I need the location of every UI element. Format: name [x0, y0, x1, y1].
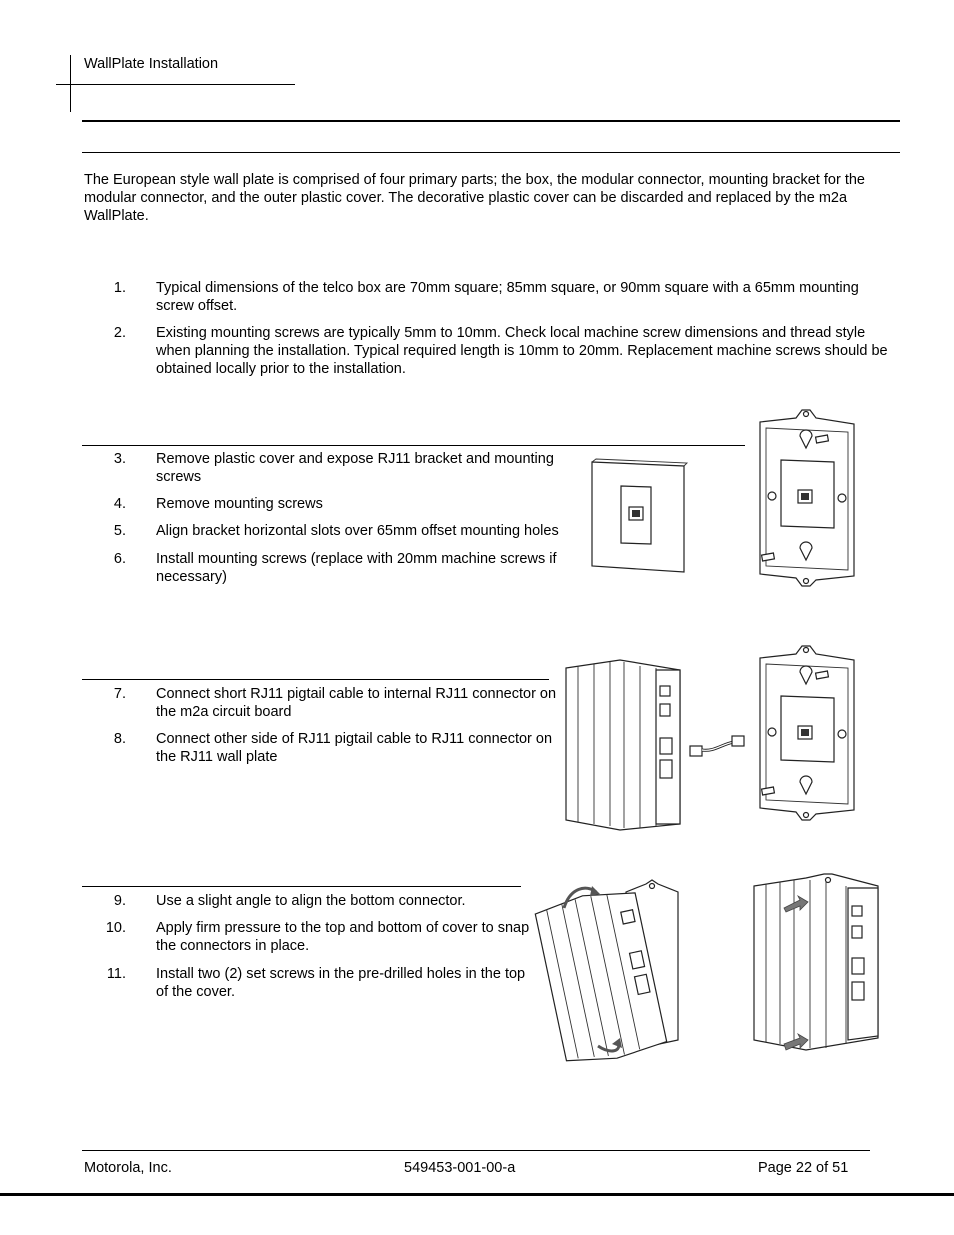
list-item: [100, 522, 590, 540]
list-item: [100, 730, 560, 766]
list-number: 4.: [113, 496, 126, 512]
list-item: [100, 279, 900, 315]
list-item: [100, 919, 530, 955]
mounting-bracket-illustration: [756, 408, 860, 586]
intro-paragraph: The European style wall plate is comprised of four primary parts; the box, the modular connector, mounting bracket for the modular connector, and the outer plastic cover. The decorative plastic cover can be discarded and replaced by the m2a WallPlate.: [84, 172, 865, 224]
list-text: Connect other side of RJ11 pigtail cable to RJ11 connector on the RJ11 wall plate: [156, 731, 553, 765]
list-text: Connect short RJ11 pigtail cable to internal RJ11 connector on the m2a circuit board: [156, 686, 557, 720]
list-text: Remove mounting screws: [156, 496, 323, 512]
footer-company: Motorola, Inc.: [84, 1160, 172, 1176]
list-number: 3.: [113, 451, 126, 467]
list-number: 6.: [113, 551, 126, 567]
list-text: Typical dimensions of the telco box are 70mm square; 85mm square, or 90mm square with a 65mm mounting screw offset.: [156, 280, 859, 314]
corner-mark-horizontal: [56, 84, 295, 85]
pigtail-cable-illustration: [688, 730, 748, 764]
list-text: Use a slight angle to align the bottom connector.: [156, 893, 466, 909]
header-rule-thin: [82, 152, 900, 153]
footer-rule-thick: [0, 1193, 954, 1196]
list-item: [100, 450, 590, 486]
list-text: Remove plastic cover and expose RJ11 bracket and mounting screws: [156, 451, 554, 485]
footer-rule-thin: [82, 1150, 870, 1151]
list-number: 10.: [105, 920, 126, 936]
footer-page-number: Page 22 of 51: [758, 1160, 849, 1176]
list-number: 5.: [113, 523, 126, 539]
list-number: 9.: [113, 893, 126, 909]
list-item: [100, 892, 530, 910]
header-rule-thick: [82, 120, 900, 122]
m2a-unit-illustration: [560, 656, 686, 832]
list-text: Install mounting screws (replace with 20mm machine screws if necessary): [156, 551, 557, 585]
list-number: 8.: [113, 731, 126, 747]
section-rule: [82, 679, 549, 680]
list-item: [100, 965, 530, 1001]
footer-doc-number: 549453-001-00-a: [404, 1160, 516, 1176]
header-title: WallPlate Installation: [84, 56, 219, 72]
list-item: [100, 685, 560, 721]
list-number: 1.: [113, 280, 126, 296]
list-number: 11.: [106, 966, 126, 982]
list-item: [100, 550, 590, 586]
cover-angled-illustration: [530, 878, 684, 1056]
section-rule: [82, 445, 745, 446]
list-text: Install two (2) set screws in the pre-drilled holes in the top of the cover.: [156, 966, 526, 1000]
list-number: 7.: [113, 686, 126, 702]
list-text: Existing mounting screws are typically 5mm to 10mm. Check local machine screw dimensions and thread style when planning the installation. Typical required length is 10mm to 20mm. Replacement machine screws should be obtained locally prior to the installation.: [156, 325, 888, 377]
list-item: [100, 324, 900, 378]
wall-plate-illustration: [588, 458, 688, 574]
cover-installed-illustration: [750, 872, 882, 1054]
section-rule: [82, 886, 521, 887]
list-text: Apply firm pressure to the top and bottom of cover to snap the connectors in place.: [156, 920, 530, 954]
list-text: Align bracket horizontal slots over 65mm offset mounting holes: [156, 523, 559, 539]
list-number: 2.: [113, 325, 126, 341]
list-item: [100, 495, 590, 513]
mounting-bracket-illustration: [756, 644, 860, 820]
